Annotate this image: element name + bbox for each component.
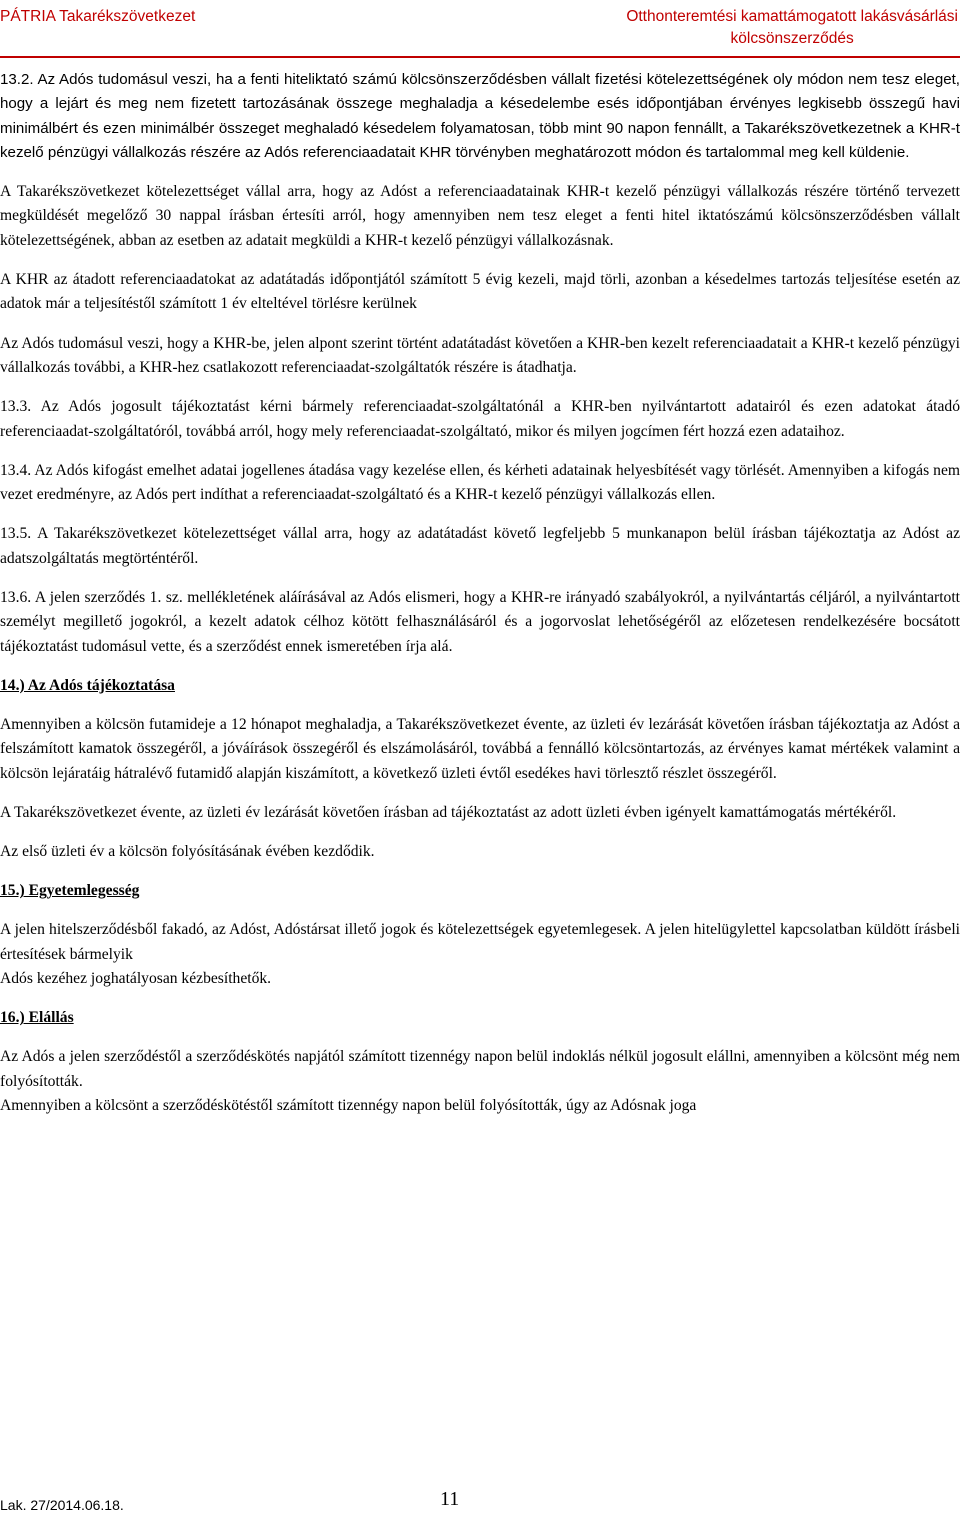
paragraph-notification: A Takarékszövetkezet kötelezettséget vállal arra, hogy az Adóst a referenciaadatainak KHR-t kezelő pénzügyi vállalkozás részére történő tervezett megküldését megelőző 30 nappal írásban értesíti arról, hogy amennyiben nem tesz eleget a fenti hitel iktatószámú kölcsönszerződésben vállalt kötelezettségének, abban az esetben az adatait megküldi a KHR-t kezelő pénzügyi vállalkozásnak. [0, 183, 960, 249]
paragraph-subsidy-info: A Takarékszövetkezet évente, az üzleti év lezárását követően írásban ad tájékoztatást az adott üzleti évben igényelt kamattámogatás mértékéről. [0, 803, 897, 821]
paragraph-joint-liability: A jelen hitelszerződésből fakadó, az Adóst, Adóstársat illető jogok és kötelezettségek egyetemlegesek. A jelen hitelügylettel kapcsolatban küldött írásbeli értesítések bármelyik [0, 921, 960, 963]
page-number: 11 [440, 1488, 460, 1510]
section-heading-14: 14.) Az Adós tájékoztatása [0, 676, 175, 694]
paragraph-khr-retention: A KHR az átadott referenciaadatokat az adatátadás időpontjától számított 5 évig kezeli, majd törli, azonban a késedelmes tartozás teljesítése esetén az adatok már a teljesítéstől számított 1 év elteltével törlésre kerülnek [0, 271, 960, 313]
paragraph-first-year: Az első üzleti év a kölcsön folyósításának évében kezdődik. [0, 843, 375, 861]
header-bank-name: PÁTRIA Takarékszövetkezet [0, 8, 196, 25]
section-heading-16: 16.) Elállás [0, 1009, 74, 1027]
paragraph-khr-transfer: Az Adós tudomásul veszi, hogy a KHR-be, jelen alpont szerint történt adatátadást követően a KHR-ben kezelt referenciaadatait a KHR-t kezelő pénzügyi vállalkozás további, a KHR-hez csatlakozott referenciaadat-szolgáltatók részére is átadhatja. [0, 334, 960, 376]
section-heading-15: 15.) Egyetemlegesség [0, 882, 140, 900]
paragraph-joint-liability-cont: Adós kezéhez joghatályosan kézbesíthetők. [0, 970, 272, 988]
paragraph-13-5: 13.5. A Takarékszövetkezet kötelezettséget vállal arra, hogy az adatátadást követő legfeljebb 5 munkanapon belül írásban tájékoztatja az Adóst az adatszolgáltatás megtörténtéről. [0, 525, 960, 567]
paragraph-13-3: 13.3. Az Adós jogosult tájékoztatást kérni bármely referenciaadat-szolgáltatónál a KHR-ben nyilvántartott adatairól és ezen adatokat átadó referenciaadat-szolgáltatóról, továbbá arról, hogy mely referenciaadat-szolgáltató, mikor és milyen jogcímen fért hozzá ezen adataihoz. [0, 398, 960, 440]
paragraph-annual-info: Amennyiben a kölcsön futamideje a 12 hónapot meghaladja, a Takarékszövetkezet évente, az üzleti év lezárását követően írásban tájékoztatja az Adóst a felszámított kamatok összegéről, a jóváírások összegéről és elszámolásáról, továbbá a fennálló kölcsöntartozás, az érvényes kamat mértékek valamint a kölcsön lejáratáig hátralévő futamidő alapján kiszámított, a következő üzleti évtől esedékes havi törlesztő részlet összegéről. [0, 715, 960, 782]
header-divider [0, 56, 960, 58]
footer-reference: Lak. 27/2014.06.18. [0, 1497, 124, 1513]
document-body [0, 68, 960, 1118]
paragraph-13-6: 13.6. A jelen szerződés 1. sz. mellékletének aláírásával az Adós elismeri, hogy a KHR-re irányadó szabályokról, a nyilvántartás céljáról, a nyilvántartott személyt megillető jogokról, a kezelt adatok célhoz kötött felhasználásáról és a jogorvoslat lehetőségéről az előzetesen rendelkezésére bocsátott tájékoztatást tudomásul vette, és a szerződést ennek ismeretében írja alá. [0, 589, 960, 655]
page-footer [0, 1488, 960, 1516]
paragraph-withdrawal: Az Adós a jelen szerződéstől a szerződéskötés napjától számított tizennégy napon belül indoklás nélkül jogosult elállni, amennyiben a kölcsönt még nem folyósították. [0, 1048, 960, 1090]
paragraph-13-2: 13.2. Az Adós tudomásul veszi, ha a fenti hiteliktató számú kölcsönszerződésben vállalt fizetési kötelezettségének oly módon nem tesz eleget, hogy a lejárt és meg nem fizetett tartozásának összege meghaladja a késedelembe esés időpontjában érvényes legkisebb összegű havi minimálbért és ezen minimálbér összeget meghaladó késedelem folyamatosan, több mint 90 napon fennállt, a Takarékszövetkezetnek a KHR-t kezelő pénzügyi vállalkozás részére az Adós referenciaadatait KHR törvényben meghatározott módon és tartalommal meg kell küldenie. [0, 71, 960, 161]
page-header [0, 6, 960, 50]
paragraph-13-4: 13.4. Az Adós kifogást emelhet adatai jogellenes átadása vagy kezelése ellen, és kérheti adatainak helyesbítését vagy törlését. Amennyiben a kifogás nem vezet eredményre, az Adós pert indíthat a referenciaadat-szolgáltató és a KHR-t kezelő pénzügyi vállalkozás ellen. [0, 461, 960, 504]
header-title-line-2: kölcsönszerződés [730, 30, 854, 47]
header-document-title [626, 6, 958, 50]
paragraph-withdrawal-cont: Amennyiben a kölcsönt a szerződéskötéstől számított tizennégy napon belül folyósították, úgy az Adósnak joga [0, 1096, 697, 1114]
header-title-line-1: Otthonteremtési kamattámogatott lakásvásárlási [626, 8, 958, 25]
